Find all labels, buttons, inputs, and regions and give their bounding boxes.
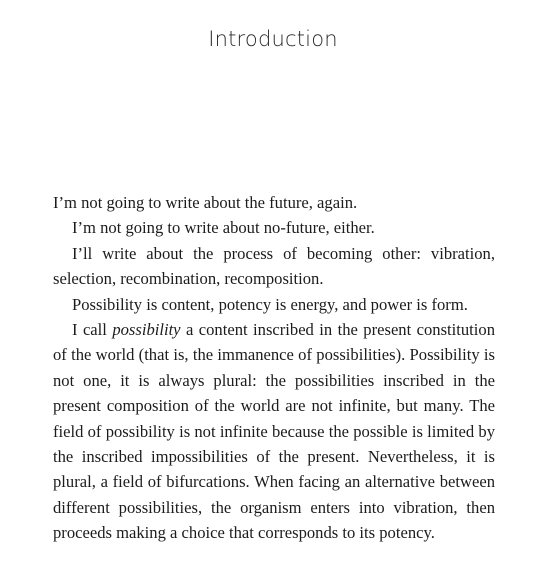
chapter-body <box>53 190 495 546</box>
paragraph-5-lead: I call <box>72 320 113 340</box>
emphasized-term: possibility <box>112 320 181 340</box>
paragraph-5 <box>53 317 495 546</box>
paragraph-1: I’m not going to write about the future, again. <box>53 193 358 212</box>
paragraph-4: Possibility is content, potency is energy, and power is form. <box>72 294 468 314</box>
paragraph-5-rest: a content inscribed in the present constitution of the world (that is, the immanence of possibilities). Possibility is not one, it is always plural: the possibilities inscribed in the present composition of the world are not infinite, but many. The field of possibility is not infinite because the possible is limited by the inscribed impossibilities of the present. Nevertheless, it is plural, a field of bifurcations. When facing an alternative between different possibilities, the organism enters into vibration, then proceeds making a choice that corresponds to its potency. <box>53 320 495 543</box>
chapter-title: Introduction <box>208 27 338 51</box>
paragraph-3: I’ll write about the process of becoming other: vibration, selection, recombination, recomposition. <box>53 243 495 289</box>
paragraph-2: I’m not going to write about no-future, either. <box>72 218 375 238</box>
